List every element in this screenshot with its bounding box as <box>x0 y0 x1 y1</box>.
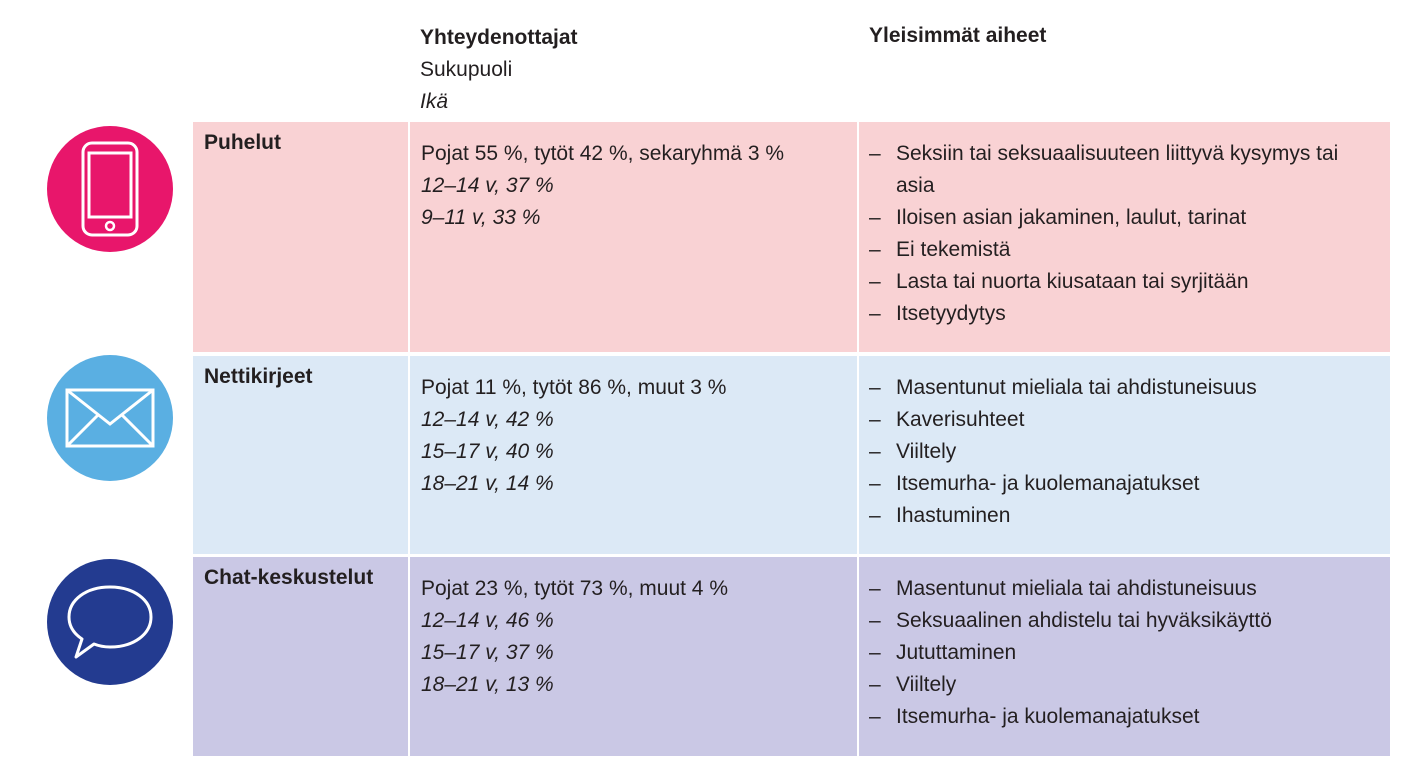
age-group: 12–14 v, 42 % <box>421 408 554 431</box>
topics-letters <box>859 356 1390 554</box>
topic-item: – Viiltely <box>869 436 1380 468</box>
category-letters: Nettikirjeet <box>193 356 408 554</box>
demographics-phone <box>410 122 857 352</box>
contacts-header <box>420 22 578 118</box>
age-label: Ikä <box>420 90 449 113</box>
age-group: 12–14 v, 46 % <box>421 609 554 632</box>
topics-header <box>869 20 1046 52</box>
demographics-chat <box>410 557 857 756</box>
topic-item: – Lasta tai nuorta kiusataan tai syrjitään <box>869 266 1380 298</box>
speech-bubble-icon <box>47 559 173 685</box>
topics-phone <box>859 122 1390 352</box>
age-group: 15–17 v, 40 % <box>421 440 554 463</box>
topic-item: – Seksiin tai seksuaalisuuteen liittyvä kysymys tai asia <box>869 138 1380 202</box>
category-chat: Chat-keskustelut <box>193 557 408 756</box>
topic-item: – Ihastuminen <box>869 500 1380 532</box>
gender-label: Sukupuoli <box>420 58 513 81</box>
age-group: 12–14 v, 37 % <box>421 174 554 197</box>
age-group: 9–11 v, 33 % <box>421 206 541 229</box>
topic-item: – Itsemurha- ja kuolemanajatukset <box>869 701 1380 733</box>
contacts-title: Yhteydenottajat <box>420 26 578 49</box>
category-phone: Puhelut <box>193 122 408 352</box>
topic-item: – Seksuaalinen ahdistelu tai hyväksikäyttö <box>869 605 1380 637</box>
topic-item: – Itsetyydytys <box>869 298 1380 330</box>
topics-chat <box>859 557 1390 756</box>
topic-item: – Itsemurha- ja kuolemanajatukset <box>869 468 1380 500</box>
age-group: 15–17 v, 37 % <box>421 641 554 664</box>
smartphone-icon <box>47 126 173 252</box>
gender-split: Pojat 11 %, tytöt 86 %, muut 3 % <box>421 376 727 399</box>
topic-item: – Masentunut mieliala tai ahdistuneisuus <box>869 372 1380 404</box>
age-group: 18–21 v, 13 % <box>421 673 554 696</box>
gender-split: Pojat 23 %, tytöt 73 %, muut 4 % <box>421 577 728 600</box>
topic-item: – Viiltely <box>869 669 1380 701</box>
gender-split: Pojat 55 %, tytöt 42 %, sekaryhmä 3 % <box>421 142 785 165</box>
topic-item: – Kaverisuhteet <box>869 404 1380 436</box>
topic-item: – Masentunut mieliala tai ahdistuneisuus <box>869 573 1380 605</box>
demographics-letters <box>410 356 857 554</box>
age-group: 18–21 v, 14 % <box>421 472 554 495</box>
topic-item: – Ei tekemistä <box>869 234 1380 266</box>
topic-item: – Jututtaminen <box>869 637 1380 669</box>
envelope-icon <box>47 355 173 481</box>
topic-item: – Iloisen asian jakaminen, laulut, tarinat <box>869 202 1380 234</box>
topics-title: Yleisimmät aiheet <box>869 24 1047 47</box>
